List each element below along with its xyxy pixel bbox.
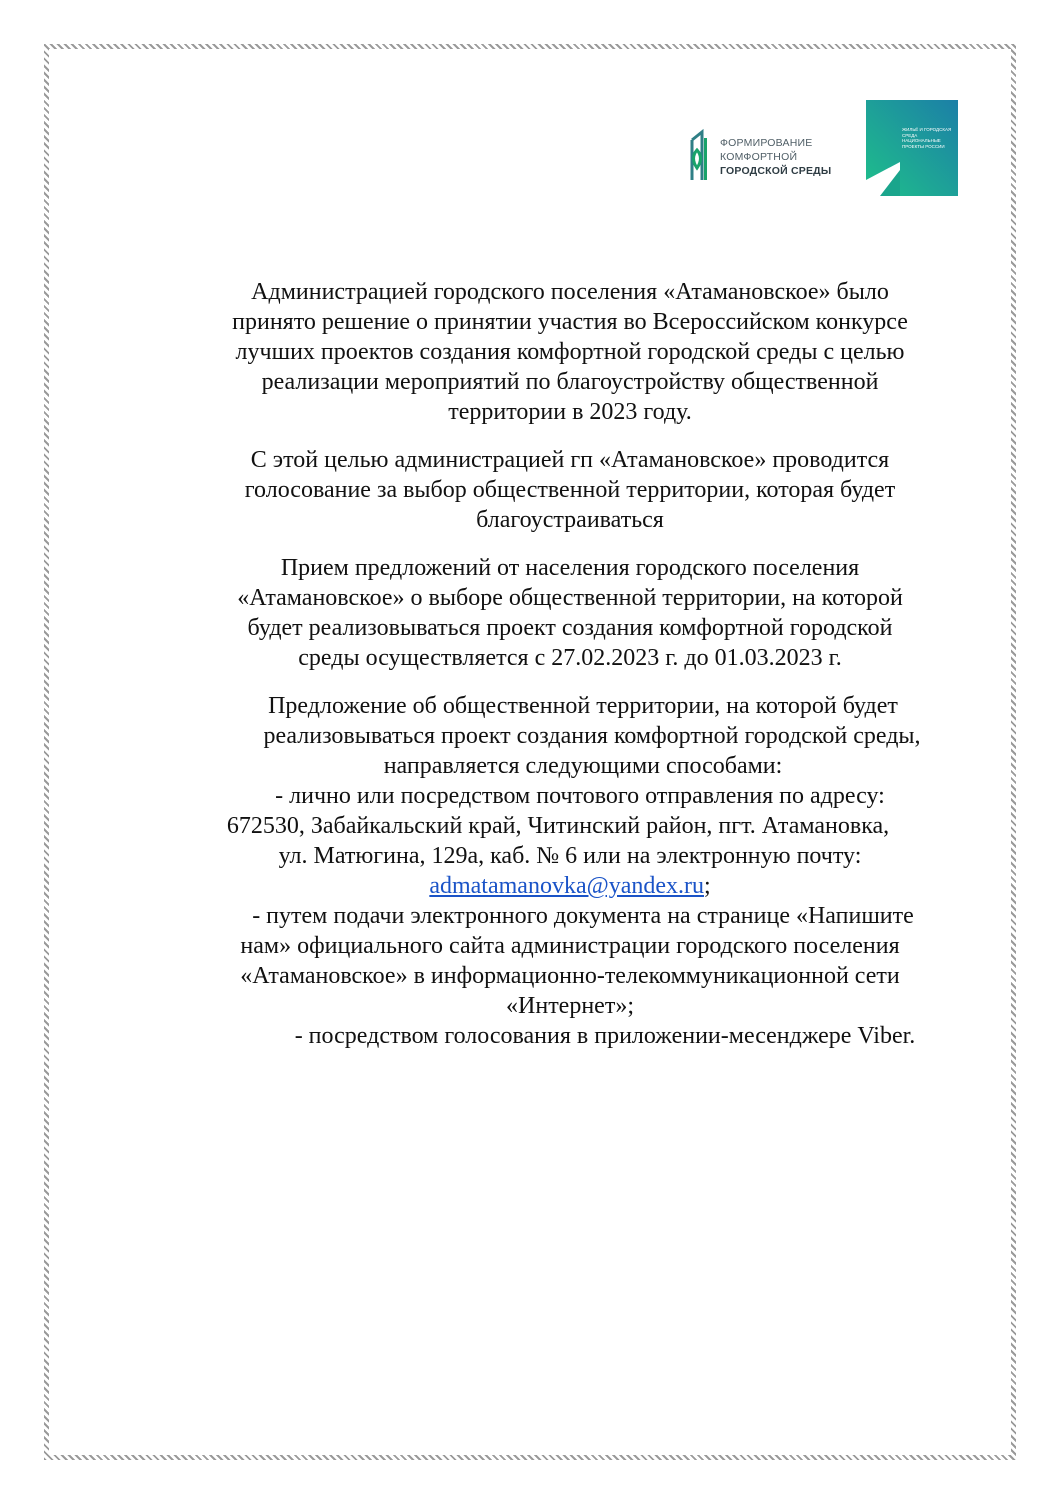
text-line: С этой целью администрацией гп «Атамановское» проводится [250,447,890,473]
text-line: «Атамановское» в информационно-телекоммуникационной сети [240,963,900,989]
text-line: лучших проектов создания комфортной городской среды с целью [235,339,905,365]
text-line: ул. Матюгина, 129а, каб. № 6 или на электронную почту: [278,843,862,869]
text-line: - посредством голосования в приложении-месенджере Viber. [294,1023,916,1049]
text-line: голосование за выбор общественной территории, которая будет [244,477,896,503]
text-line: Предложение об общественной территории, на которой будет [268,693,898,719]
text-line: благоустраиваться [476,507,664,533]
text-line: среды осуществляется с 27.02.2023 г. до 01.03.2023 г. [298,645,842,671]
announcement-body [150,277,990,1069]
text-line: реализовываться проект создания комфортной городской среды, [263,723,921,749]
text-line: Прием предложений от населения городского поселения [280,555,860,581]
np-logo-text [902,127,954,149]
text-line: Администрацией городского поселения «Атамановское» было [251,279,889,305]
text-line: «Интернет»; [506,993,634,1019]
text-line: «Атамановское» о выборе общественной территории, на которой [237,585,903,611]
paragraph-dates [150,553,990,673]
np-logo-line-2: НАЦИОНАЛЬНЫЕ ПРОЕКТЫ РОССИИ [902,138,945,149]
text-line: будет реализовываться проект создания комфортной городской [247,615,893,641]
email-link[interactable]: admatamanovka@yandex.ru [429,873,704,899]
fks-logo-text [720,136,831,178]
fks-logo-line-2: КОМФОРТНОЙ [720,151,798,163]
fks-logo [688,124,858,194]
email-suffix: ; [704,873,711,899]
text-line: - путем подачи электронного документа на странице «Напишите [252,903,914,929]
text-line: принято решение о принятии участия во Всероссийском конкурсе [232,309,908,335]
text-line: - лично или посредством почтового отправления по адресу: [275,783,885,809]
text-line: направляется следующими способами: [383,753,783,779]
text-line: 672530, Забайкальский край, Читинский район, пгт. Атамановка, [226,813,890,839]
np-logo-line-1: ЖИЛЬЁ И ГОРОДСКАЯ СРЕДА [902,127,952,138]
text-line: нам» официального сайта администрации городского поселения [240,933,900,959]
text-line: реализации мероприятий по благоустройству общественной [261,369,879,395]
email-line [150,871,990,901]
paragraph-voting [150,445,990,535]
fks-logo-line-3: ГОРОДСКОЙ СРЕДЫ [720,165,832,177]
paragraph-contest [150,277,990,427]
fks-building-icon [688,128,710,182]
np-logo [866,100,958,196]
fks-logo-line-1: ФОРМИРОВАНИЕ [720,137,813,149]
header-logos [0,100,1060,200]
text-line: территории в 2023 году. [448,399,692,425]
paragraph-methods [150,691,990,1051]
